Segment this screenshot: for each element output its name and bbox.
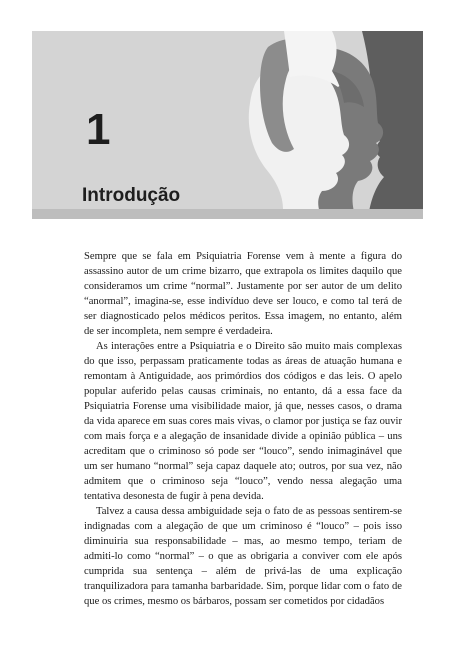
chapter-title: Introdução	[82, 185, 181, 206]
paragraph: Talvez a causa dessa ambiguidade seja o fato de as pessoas sentirem-se indignadas com a alegação de que um criminoso é “louco” – pois isso diminuiria sua responsabilidade – mas, ao mesmo tempo, teriam de admiti-lo como “normal” – o que as obrigaria a conviver com ele após cumprida sua sentença – além de privá-las de uma explicação tranquilizadora para tamanha barbaridade. Sim, porque lidar com o fato de que os crimes, mesmo os bárbaros, possam ser cometidos por cidadãos	[84, 506, 402, 607]
paragraph: Sempre que se fala em Psiquiatria Forense vem à mente a figura do assassino autor de um crime bizarro, que extrapola os limites daquilo que consideramos um crime “normal”. Justamente por ser autor de um delito “anormal”, imagina-se, esse indivíduo deve ser louco, e como tal terá de ser diagnosticado pelos médicos peritos. Essa imagem, no entanto, além de ser incompleta, nem sempre é verdadeira.	[84, 251, 402, 337]
paragraph: As interações entre a Psiquiatria e o Direito são muito mais complexas do que isso, perpassam praticamente todas as áreas de atuação humana e remontam à Antiguidade, aos primórdios dos códigos e das leis. O apelo popular auferido pelas causas criminais, no entanto, dá a essa face da Psiquiatria Forense uma visibilidade maior, já que, nesses casos, o drama da vida aparece em suas cores mais vivas, o clamor por justiça se faz ouvir com mais força e a alegação de insanidade divide a opinião pública – uns acreditam que o criminoso só pode ser “louco”, sendo inimaginável que um ser humano “normal” seja capaz daquele ato; outros, por sua vez, não admitem que o criminoso seja “louco”, vendo nessa alegação uma tentativa desonesta de fugir à pena devida.	[84, 341, 402, 502]
chapter-body	[84, 249, 402, 609]
header-bottom-band	[32, 209, 423, 219]
chapter-number: 1	[86, 105, 111, 154]
chapter-header	[32, 31, 423, 219]
